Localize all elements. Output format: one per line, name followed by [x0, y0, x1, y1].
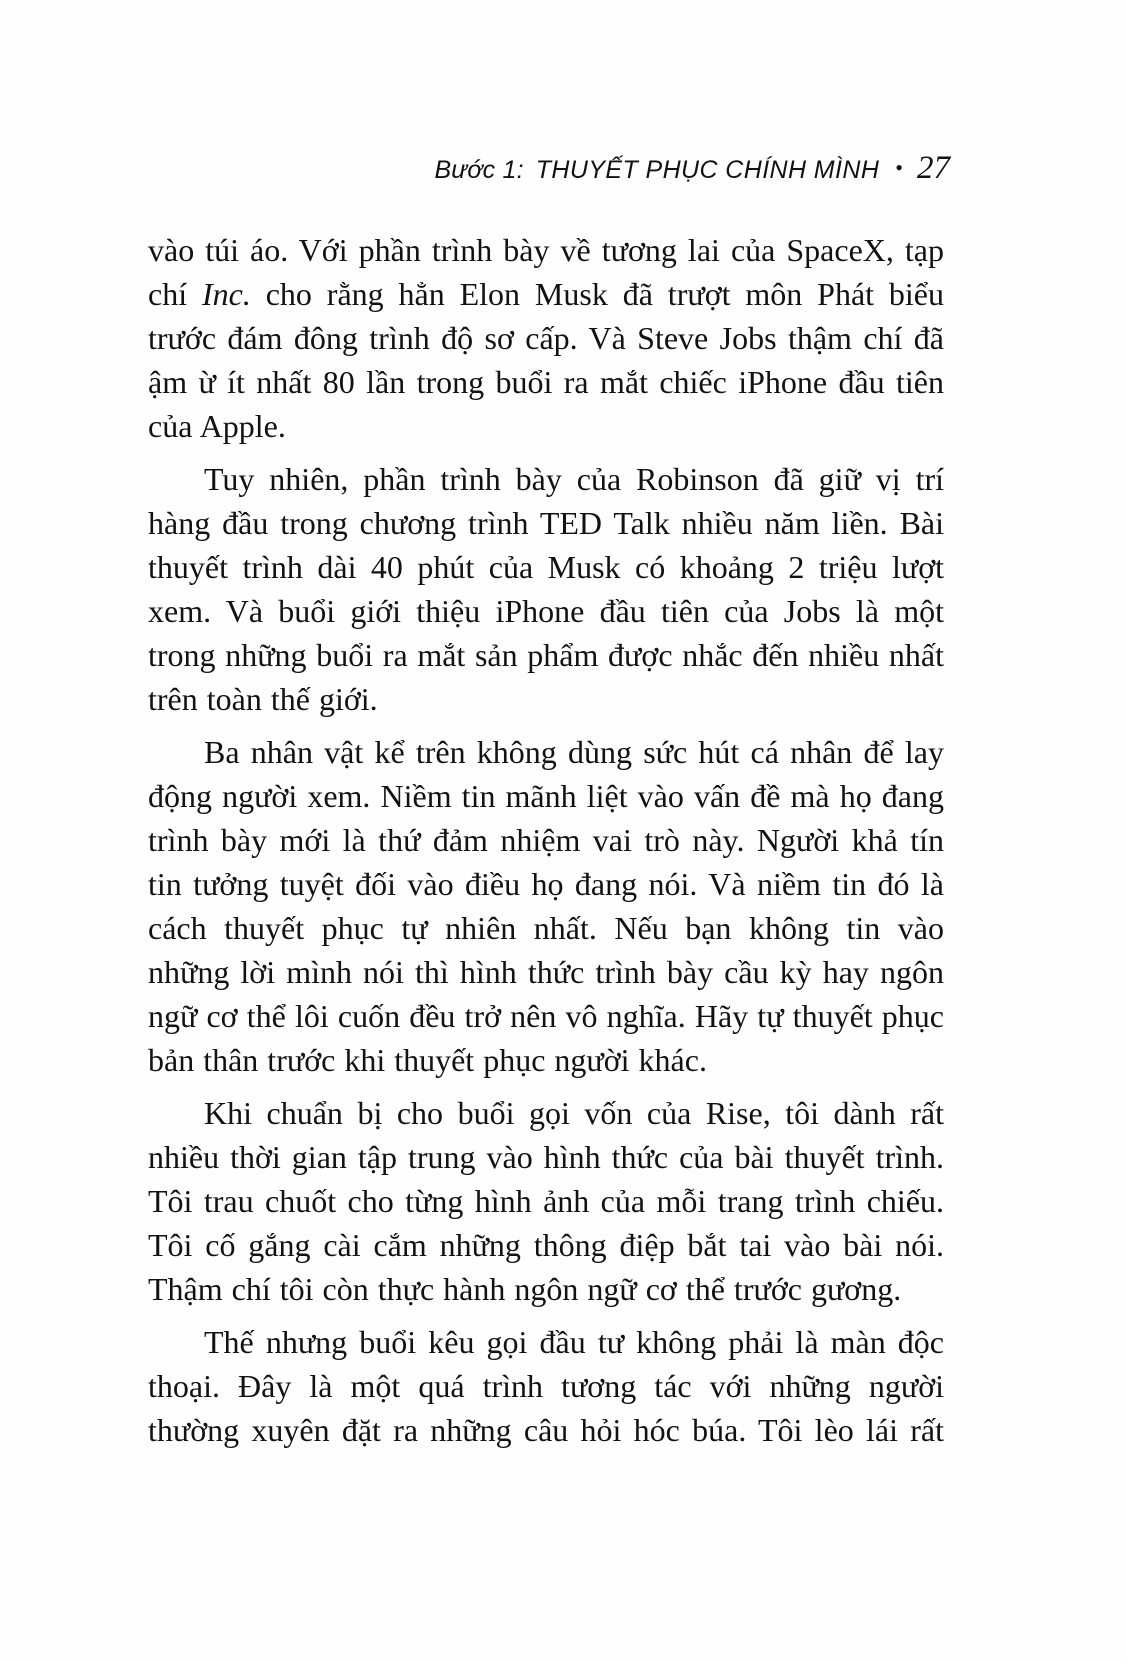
- body-text: [148, 228, 944, 1452]
- text-run: Tuy nhiên, phần trình bày của Robinson đã giữ vị trí hàng đầu trong chương trình TED Talk nhiều năm liền. Bài thuyết trình dài 40 phút của Musk có khoảng 2 triệu lượt xem. Và buổi giới thiệu iPhone đầu tiên của Jobs là một trong những buổi ra mắt sản phẩm được nhắc đến nhiều nhất trên toàn thế giới.: [148, 461, 944, 717]
- paragraph: [148, 1320, 944, 1452]
- section-label: Bước 1:: [434, 156, 524, 184]
- text-run: cho rằng hẳn Elon Musk đã trượt môn Phát biểu trước đám đông trình độ sơ cấp. Và Steve Jobs thậm chí đã ậm ừ ít nhất 80 lần trong buổi ra mắt chiếc iPhone đầu tiên của Apple.: [148, 276, 945, 444]
- running-header: [148, 150, 950, 187]
- text-run: vào túi áo. Với phần trình bày về tương lai của SpaceX, tạp chí: [148, 232, 944, 312]
- paragraph: [148, 1091, 944, 1311]
- page-number: 27: [917, 150, 950, 186]
- italic-text-run: Inc.: [201, 276, 251, 312]
- text-run: Ba nhân vật kể trên không dùng sức hút cá nhân để lay động người xem. Niềm tin mãnh liệt vào vấn đề mà họ đang trình bày mới là thứ đảm nhiệm vai trò này. Người khả tín tin tưởng tuyệt đối vào điều họ đang nói. Và niềm tin đó là cách thuyết phục tự nhiên nhất. Nếu bạn không tin vào những lời mình nói thì hình thức trình bày cầu kỳ hay ngôn ngữ cơ thể lôi cuốn đều trở nên vô nghĩa. Hãy tự thuyết phục bản thân trước khi thuyết phục người khác.: [148, 734, 944, 1078]
- header-bullet-separator: •: [895, 155, 903, 180]
- text-run: Thế nhưng buổi kêu gọi đầu tư không phải là màn độc thoại. Đây là một quá trình tương tác với những người thường xuyên đặt ra những câu hỏi hóc búa. Tôi lèo lái rất: [148, 1324, 944, 1448]
- text-run: Khi chuẩn bị cho buổi gọi vốn của Rise, tôi dành rất nhiều thời gian tập trung vào hình thức của bài thuyết trình. Tôi trau chuốt cho từng hình ảnh của mỗi trang trình chiếu. Tôi cố gắng cài cắm những thông điệp bắt tai vào bài nói. Thậm chí tôi còn thực hành ngôn ngữ cơ thể trước gương.: [148, 1095, 944, 1307]
- section-title: THUYẾT PHỤC CHÍNH MÌNH: [535, 156, 880, 184]
- paragraph: [148, 730, 944, 1082]
- paragraph: [148, 228, 944, 448]
- paragraph: [148, 457, 944, 721]
